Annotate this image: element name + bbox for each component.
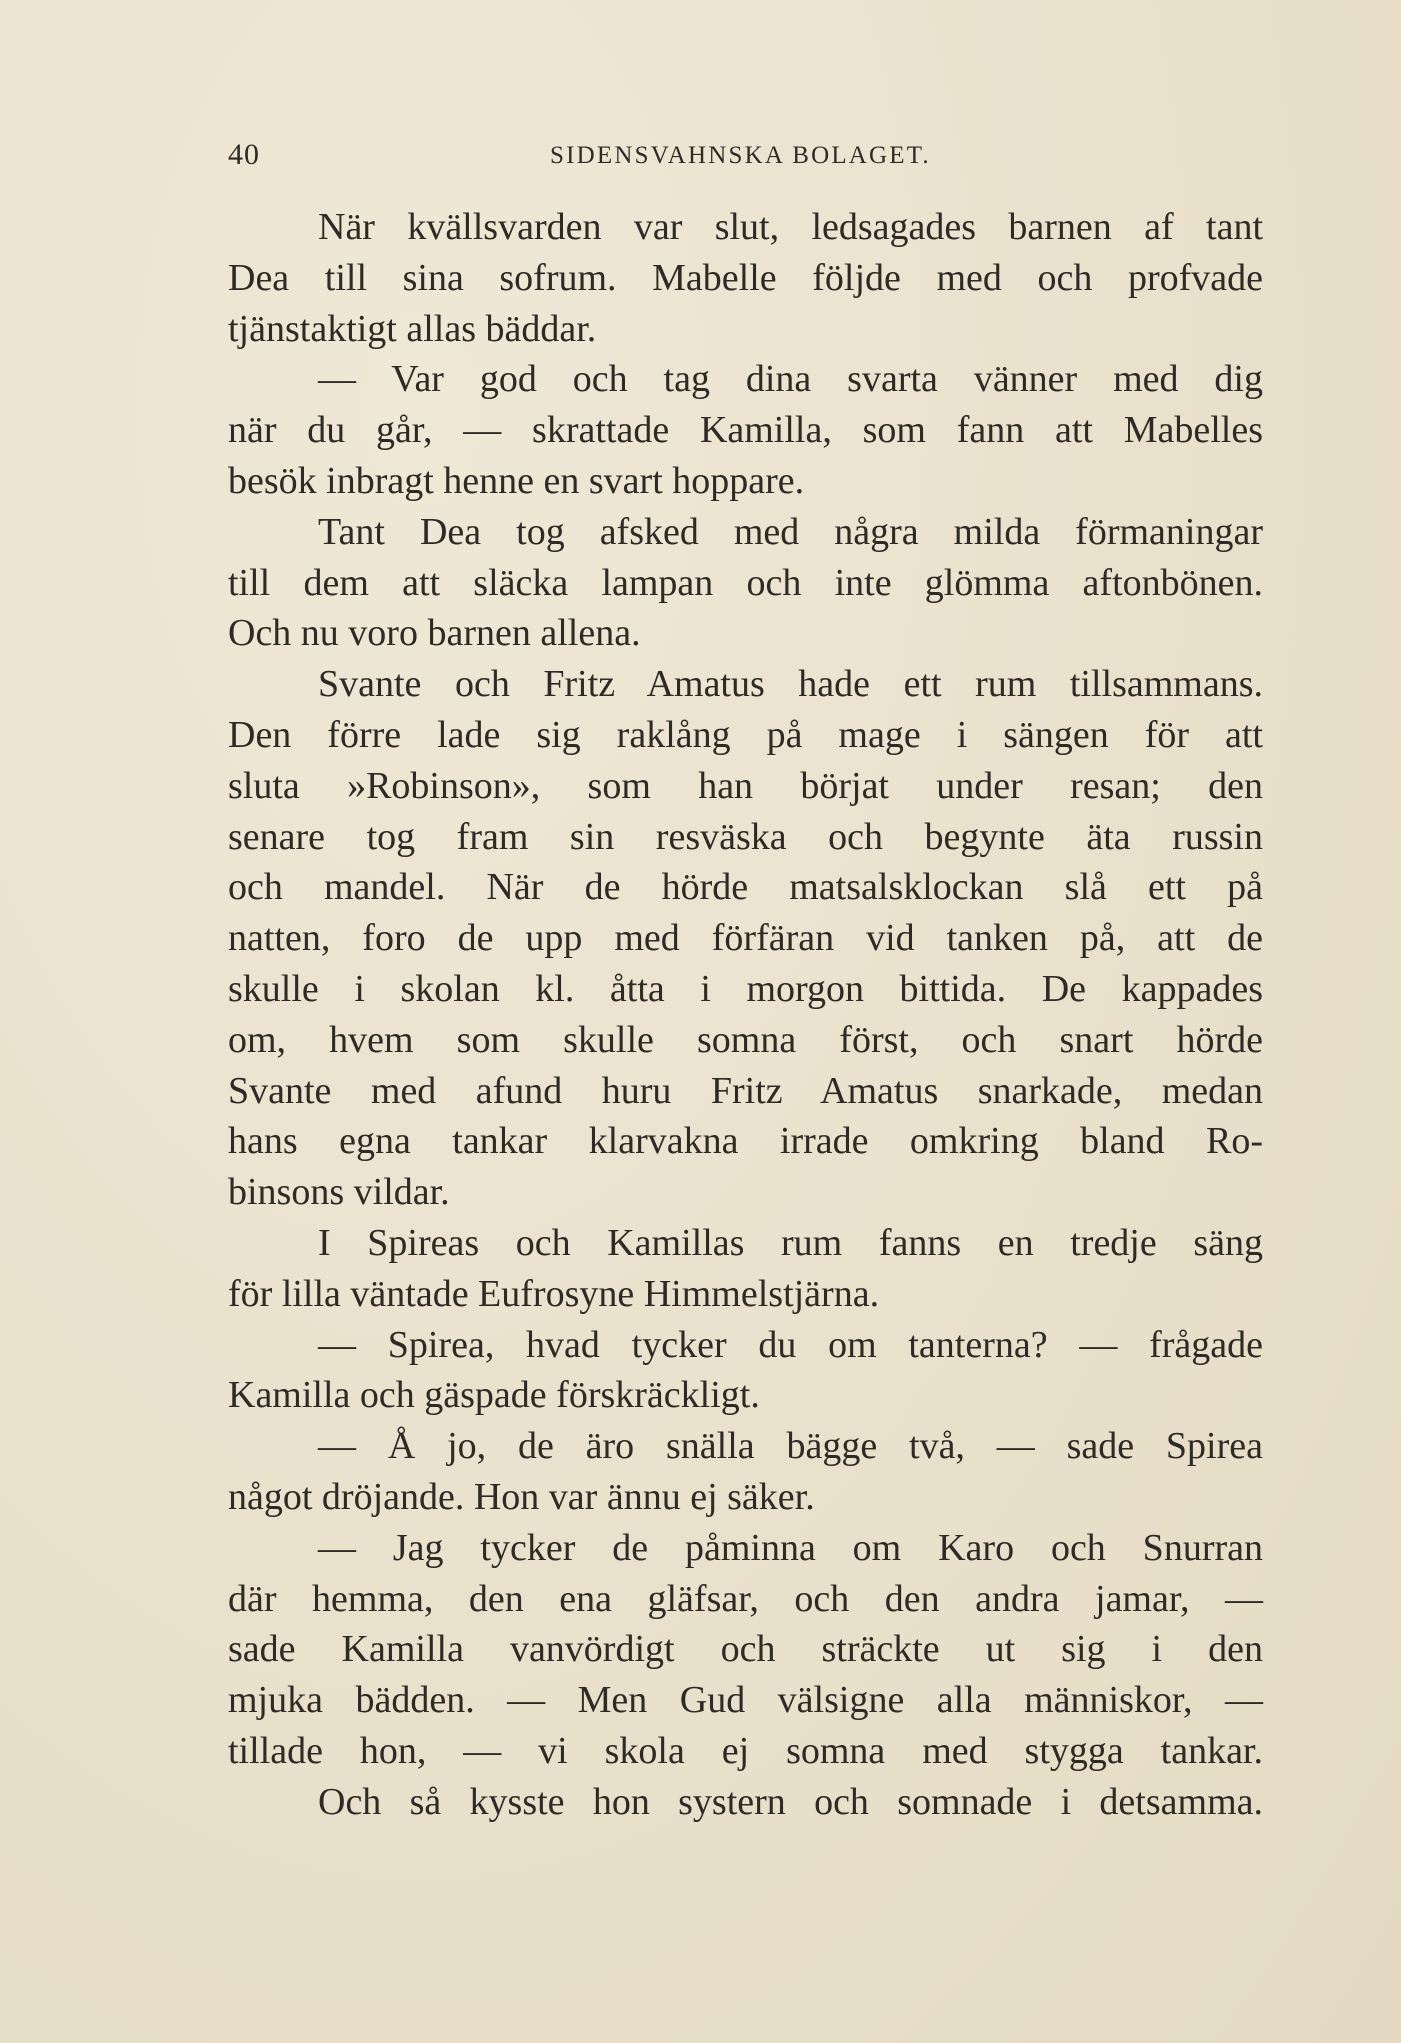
text-line: Svante och Fritz Amatus hade ett rum tillsammans. [318,663,1263,706]
text-line: — Jag tycker de påminna om Karo och Snurran [318,1526,1263,1569]
text-line: något dröjande. Hon var ännu ej säker. [228,1475,815,1518]
text-line: Svante med afund huru Fritz Amatus snarkade, medan [228,1069,1263,1112]
page-number: 40 [228,138,260,171]
body-text [228,202,1263,1828]
page-header [228,130,1263,176]
text-line: senare tog fram sin resväska och begynte äta russin [228,815,1263,858]
text-line: Kamilla och gäspade förskräckligt. [228,1374,760,1417]
text-line: sluta »Robinson», som han börjat under resan; den [228,764,1263,807]
text-line: till dem att släcka lampan och inte glömma aftonbönen. [228,561,1263,604]
text-line: hans egna tankar klarvakna irrade omkring bland Ro- [228,1120,1263,1163]
text-line: skulle i skolan kl. åtta i morgon bittida. De kappades [228,967,1263,1010]
text-line: natten, foro de upp med förfäran vid tanken på, att de [228,917,1263,960]
text-line: Och så kysste hon systern och somnade i detsamma. [318,1780,1263,1823]
text-line: sade Kamilla vanvördigt och sträckte ut sig i den [228,1628,1263,1671]
text-line: binsons vildar. [228,1171,450,1214]
text-line: Dea till sina sofrum. Mabelle följde med och profvade [228,256,1263,299]
text-line: Och nu voro barnen allena. [228,612,641,655]
text-line: och mandel. När de hörde matsalsklockan slå ett på [228,866,1263,909]
text-line: mjuka bädden. — Men Gud välsigne alla människor, — [228,1679,1263,1722]
text-line: När kvällsvarden var slut, ledsagades barnen af tant [318,206,1263,248]
text-line: besök inbragt henne en svart hoppare. [228,459,805,502]
text-line: — Å jo, de äro snälla bägge två, — sade Spirea [318,1425,1263,1468]
text-line: — Var god och tag dina svarta vänner med dig [318,358,1263,401]
text-line: tjänstaktigt allas bäddar. [228,307,597,350]
text-line: Den förre lade sig raklång på mage i sängen för att [228,713,1263,756]
text-line: där hemma, den ena gläfsar, och den andra jamar, — [228,1577,1263,1620]
text-line: om, hvem som skulle somna först, och snart hörde [228,1018,1263,1061]
text-line: Tant Dea tog afsked med några milda förmaningar [318,510,1263,553]
text-line: när du går, — skrattade Kamilla, som fann att Mabelles [228,409,1263,452]
text-line: tillade hon, — vi skola ej somna med stygga tankar. [228,1729,1263,1772]
text-line: för lilla väntade Eufrosyne Himmelstjärna. [228,1272,880,1315]
text-line: I Spireas och Kamillas rum fanns en tredje säng [318,1221,1263,1264]
text-line: — Spirea, hvad tycker du om tanterna? — frågade [318,1323,1263,1366]
running-title: SIDENSVAHNSKA BOLAGET. [550,142,931,169]
